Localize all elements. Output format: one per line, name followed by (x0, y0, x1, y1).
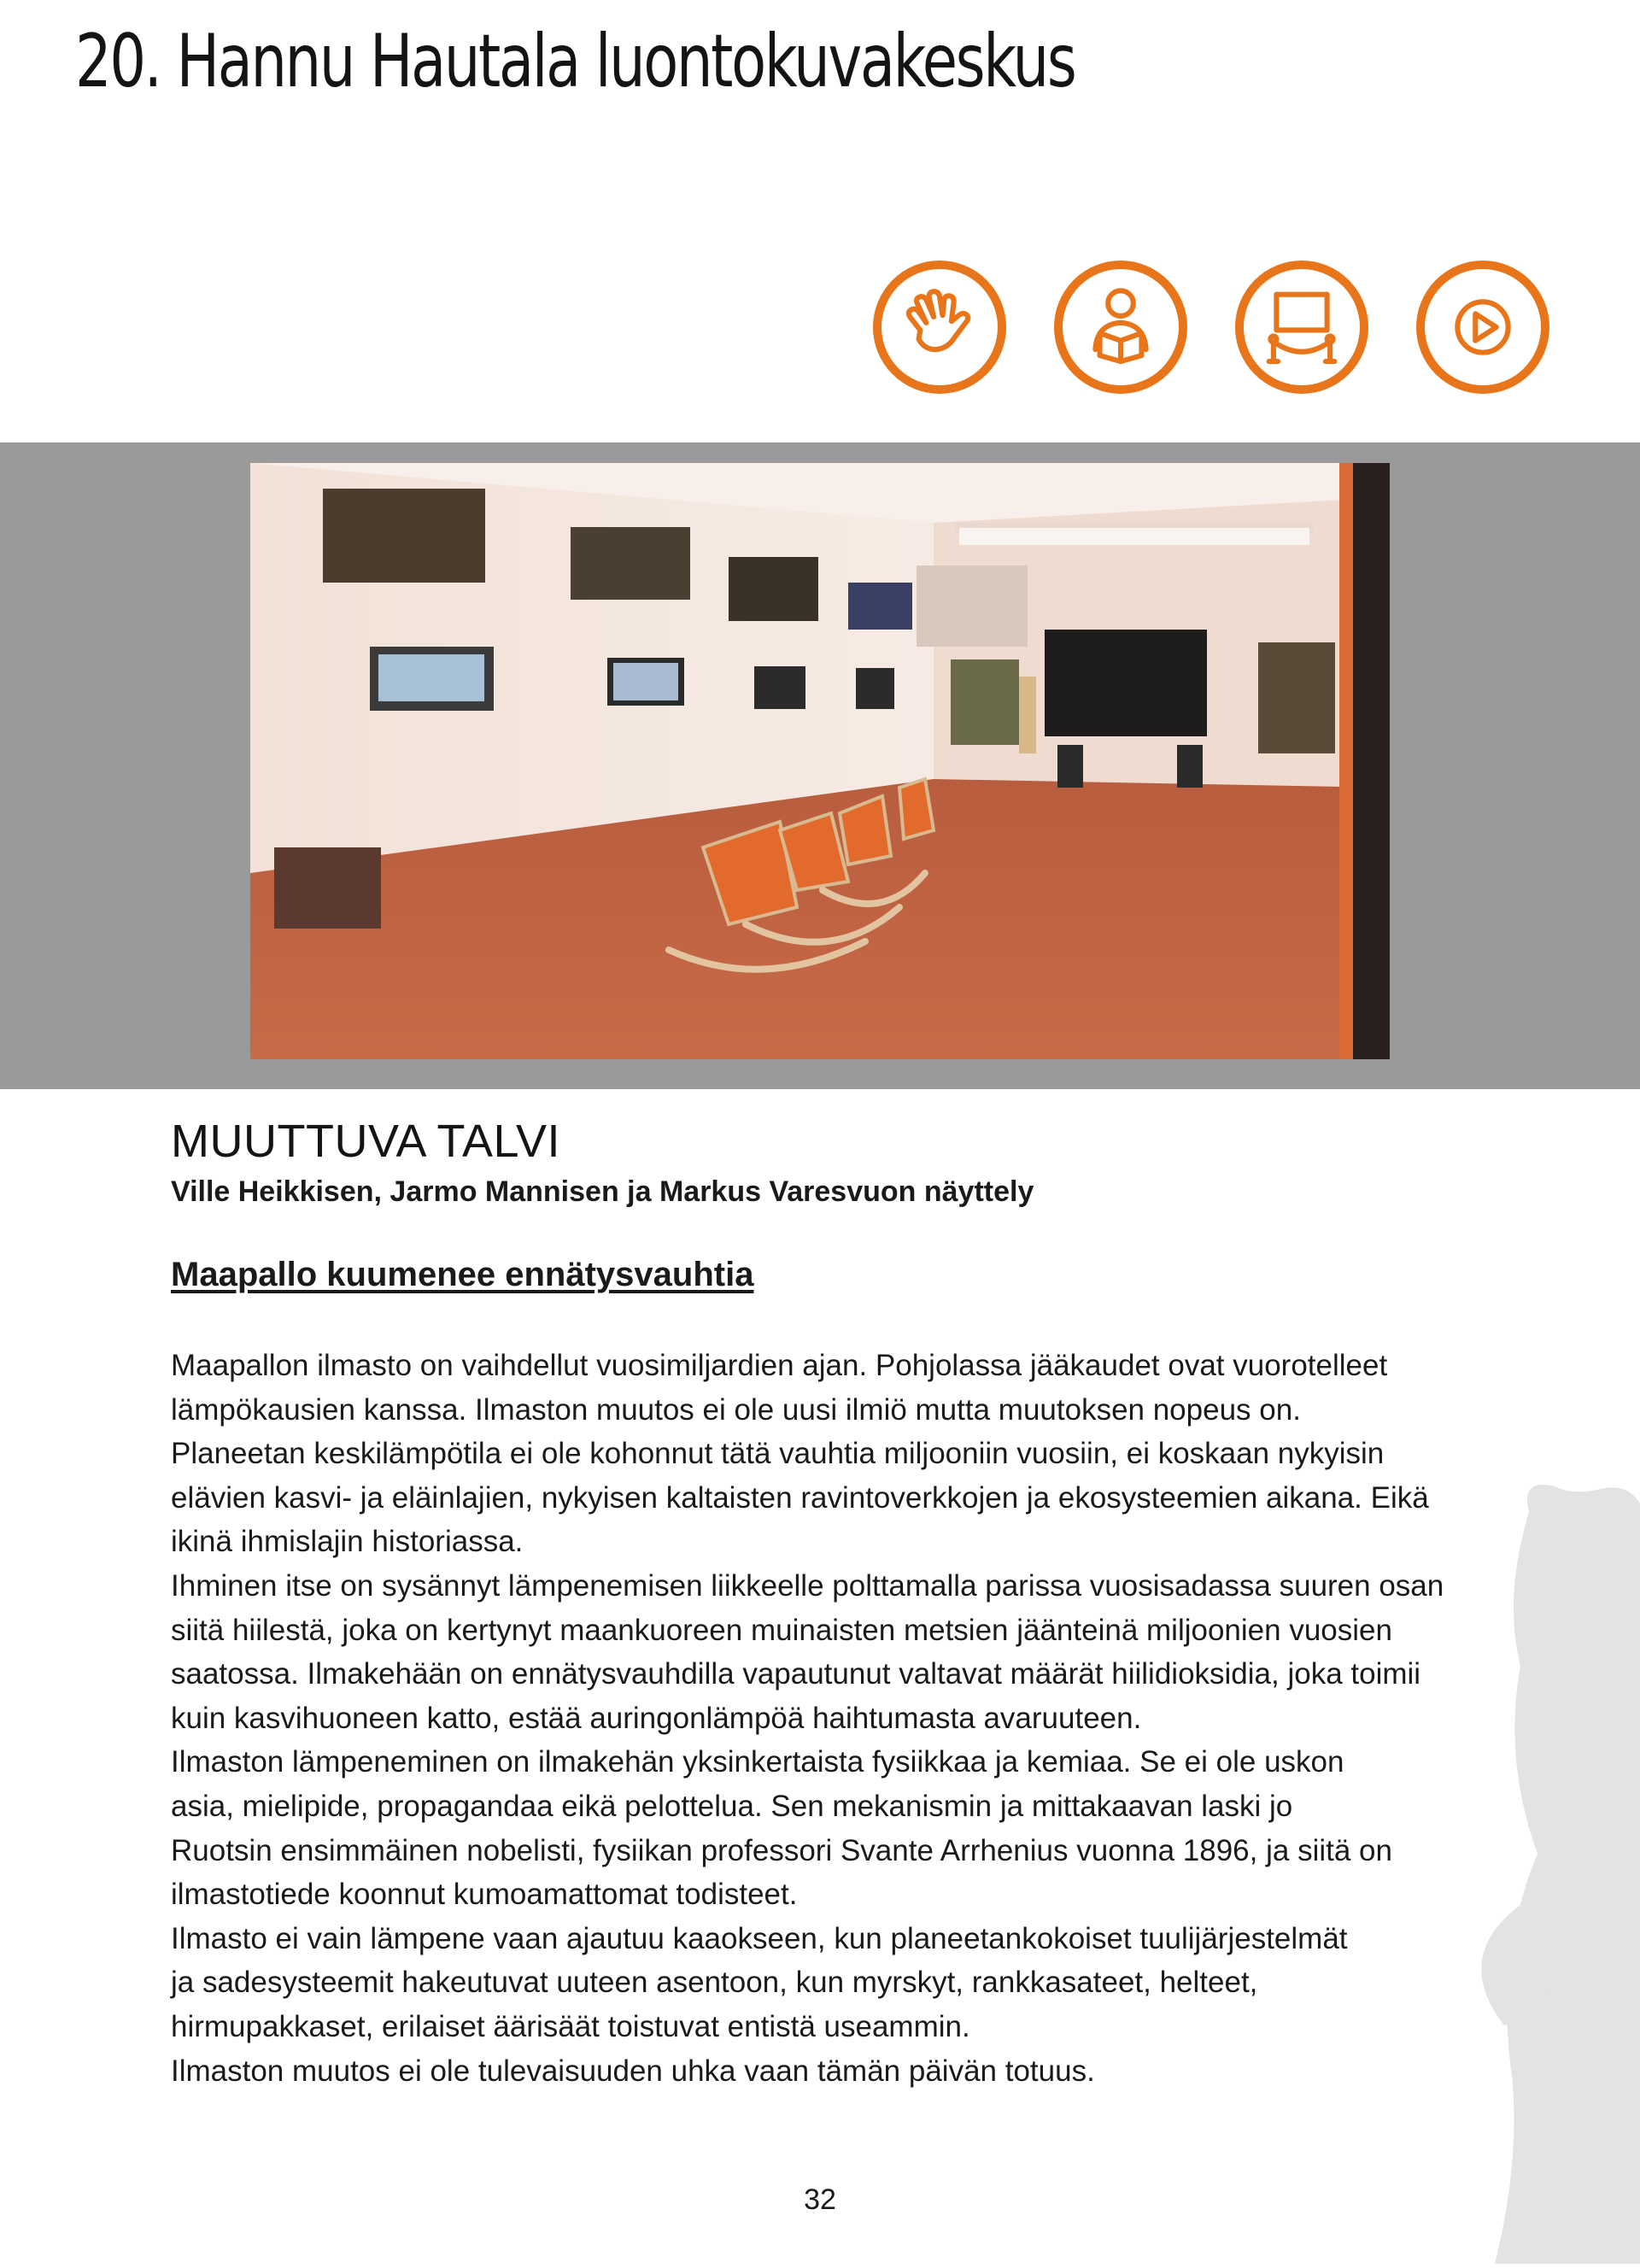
body-line: Maapallon ilmasto on vaihdellut vuosimiljardien ajan. Pohjolassa jääkaudet ovat vuorotelleet (171, 1349, 1388, 1382)
hand-touch-icon (873, 261, 1006, 394)
body-line: Ruotsin ensimmäinen nobelisti, fysiikan professori Svante Arrhenius vuonna 1896, ja siitä on (171, 1833, 1392, 1867)
body-line: siitä hiilestä, joka on kertynyt maankuoreen muinaisten metsien jäänteinä miljoonien vuosien (171, 1613, 1392, 1647)
reading-person-icon (1054, 261, 1187, 394)
exhibition-title: MUUTTUVA TALVI (171, 1116, 561, 1167)
body-line: ikinä ihmislajin historiassa. (171, 1525, 524, 1559)
exhibition-screen-icon (1235, 261, 1368, 394)
body-line: Ihminen itse on sysännyt lämpenemisen liikkeelle polttamalla parissa vuosisadassa suuren osan (171, 1568, 1444, 1603)
body-line: Planeetan keskilämpötila ei ole kohonnut tätä vauhtia miljooniin vuosiin, ei koskaan nykyisin (171, 1437, 1385, 1471)
section-heading: Maapallo kuumenee ennätysvauhtia (171, 1256, 754, 1293)
feature-icons (873, 261, 1565, 414)
page-number: 32 (804, 2183, 836, 2216)
body-text (171, 1344, 1572, 2093)
exhibition-subtitle: Ville Heikkisen, Jarmo Mannisen ja Markus Varesvuon näyttely (171, 1175, 1034, 1208)
body-line: Ilmaston muutos ei ole tulevaisuuden uhka vaan tämän päivän totuus. (171, 2054, 1095, 2088)
gallery-photo (250, 463, 1390, 1059)
body-line: elävien kasvi- ja eläinlajien, nykyisen kaltaisten ravintoverkkojen ja ekosysteemien aikana. Eikä (171, 1480, 1429, 1515)
photo-band (0, 442, 1640, 1089)
body-line: ja sadesysteemit hakeutuvat uuteen asentoon, kun myrskyt, rankkasateet, helteet, (171, 1966, 1258, 2000)
body-line: Ilmaston lämpeneminen on ilmakehän yksinkertaista fysiikkaa ja kemiaa. Se ei ole uskon (171, 1745, 1344, 1779)
body-line: kuin kasvihuoneen katto, estää auringonlämpöä haihtumasta avaruuteen. (171, 1701, 1142, 1735)
body-line: Ilmasto ei vain lämpene vaan ajautuu kaaokseen, kun planeetankokoiset tuulijärjestelmät (171, 1921, 1348, 1955)
play-video-icon[interactable] (1416, 261, 1549, 394)
body-line: lämpökausien kanssa. Ilmaston muutos ei ole uusi ilmiö mutta muutoksen nopeus on. (171, 1392, 1301, 1427)
body-line: saatossa. Ilmakehään on ennätysvauhdilla vapautunut valtavat määrät hiilidioksidia, joka toimii (171, 1657, 1421, 1691)
body-line: hirmupakkaset, erilaiset äärisäät toistuvat entistä useammin. (171, 2009, 970, 2043)
page-title: 20. Hannu Hautala luontokuvakeskus (75, 19, 1075, 104)
body-line: asia, mielipide, propagandaa eikä pelottelua. Sen mekanismin ja mittakaavan laski jo (171, 1789, 1293, 1823)
body-line: ilmastotiede koonnut kumoamattomat todisteet. (171, 1878, 798, 1912)
main-content (171, 1115, 1572, 2093)
